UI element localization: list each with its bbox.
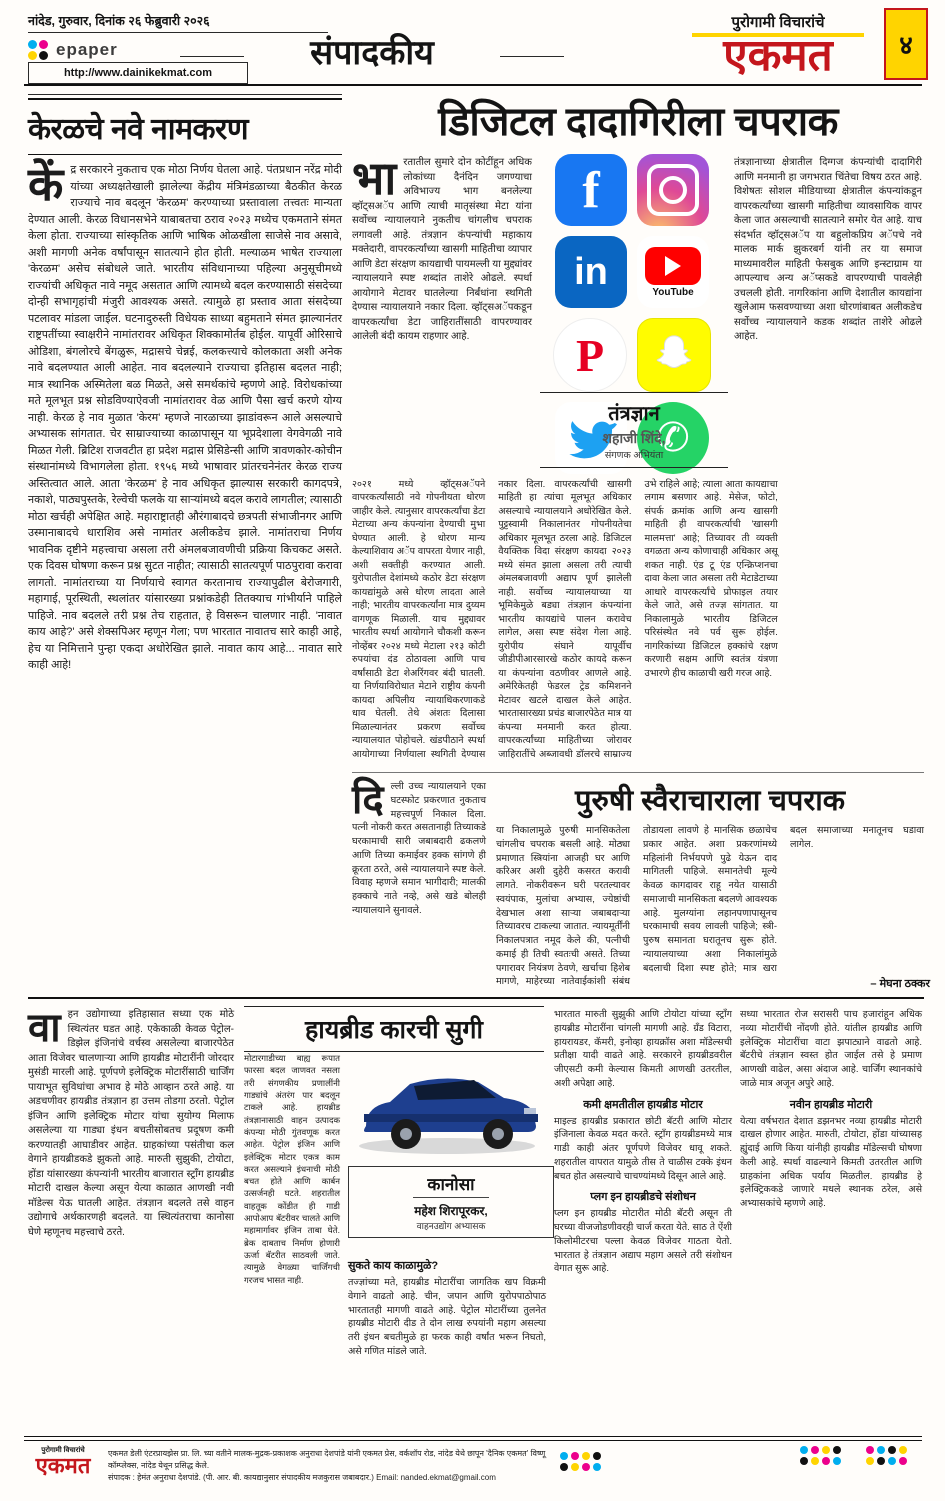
tantra-author: शहाजी शिंदे,	[602, 430, 666, 446]
header-bottom-rule	[24, 84, 922, 86]
digital-band: २०२१ मध्ये व्हॉट्सअॅपने वापरकर्त्यांसाठी नवे गोपनीयता धोरण जाहीर केले. त्यानुसार वापरकर्त्यांचा डेटा मेटाच्या अन्य कंपन्यांना देण्याची मुभा घेण्यात आली. हे धोरण मान्य केल्याशिवाय अॅप वापरता येणार नाही, अशी सक्तीही करण्यात आली. युरोपातील देशांमध्ये कठोर डेटा संरक्षण कायद्यांमुळे असे धोरण लादता आले नाही; भारतीय वापरकर्त्यांना मात्र दुय्यम वागणूक मिळाली. याच मुद्द्यावर भारतीय स्पर्धा आयोगाने चौकशी करून नोव्हेंबर २०२४ मध्ये मेटाला २१३ कोटी रुपयांचा दंड ठोठावला आणि पाच वर्षांसाठी डेटा शेअरिंगवर बंदी घातली. या निर्णयाविरोधात मेटाने राष्ट्रीय कंपनी कायदा अपिलीय न्यायाधिकरणाकडे धाव घेतली. तेथे अंशतः दिलासा मिळाल्यानंतर प्रकरण सर्वोच्च न्यायालयात पोहोचले. खंडपीठाने स्पर्धा आयोगाच्या निर्णयाला स्थगिती देण्यास नकार दिला. वापरकर्त्यांची खासगी माहिती हा त्यांचा मूलभूत अधिकार असल्याचे न्यायालयाने अधोरेखित केले. पुट्टस्वामी निकालानंतर गोपनीयतेचा अधिकार मूलभूत ठरला आहे. डिजिटल वैयक्तिक विदा संरक्षण कायदा २०२३ मध्ये संमत झाला असला तरी त्याची अंमलबजावणी अद्याप पूर्ण झालेली नाही. सर्वोच्च न्यायालयाच्या या भूमिकेमुळे बड्या तंत्रज्ञान कंपन्यांना भारतीय कायद्यांचे पालन करावेच लागेल, असा स्पष्ट संदेश गेला आहे. युरोपीय संघाने यापूर्वीच जीडीपीआरसारखे कठोर कायदे करून या कंपन्यांना वठणीवर आणले आहे. अमेरिकेतही फेडरल ट्रेड कमिशनने मेटावर खटले दाखल केले आहेत. भारतासारख्या प्रचंड बाजारपेठेत मात्र या कंपन्या मनमानी करत होत्या. वापरकर्त्यांच्या माहितीच्या जोरावर जाहिरातींचे अब्जावधी डॉलरचे साम्राज्य उभे राहिले आहे; त्याला आता कायद्याचा लगाम बसणार आहे. मेसेज, फोटो, संपर्क क्रमांक आणि अन्य खासगी माहिती ही वापरकर्त्याची 'खासगी मालमत्ता' आहे; तिच्यावर ती व्यक्ती वगळता अन्य कोणाचाही अधिकार असू शकत नाही. एंड टू एंड एन्क्रिप्शनचा दावा केला जात असला तरी मेटाडेटाच्या आधारे वापरकर्त्यांचे प्रोफाइल तयार केले जाते, असे तज्ज्ञ सांगतात. या निकालामुळे भारतीय डिजिटल परिसंस्थेत नवे पर्व सुरू होईल. नागरिकांच्या डिजिटल हक्कांचे रक्षण करणारी सक्षम आणि स्वतंत्र यंत्रणा उभारणे हीच काळाची खरी गरज आहे.	[352, 479, 778, 760]
purushi-body: या निकालामुळे पुरुषी मानसिकतेला चांगलीच चपराक बसली आहे. मोठ्या प्रमाणात स्त्रियांना आजही घर आणि करिअर अशी दुहेरी कसरत करावी लागते. नोकरीवरून घरी परतल्यावर स्वयंपाक, मुलांचा अभ्यास, ज्येष्ठांची देखभाल अशा साऱ्या जबाबदाऱ्या तिच्यावरच टाकल्या जातात. न्यायमूर्तींनी निकालपत्रात नमूद केले की, पत्नीची कमाई ही तिची स्वतःची असते. तिच्या पगारावर नियंत्रण ठेवणे, खर्चाचा हिशेब मागणे, माहेरच्या नातेवाईकांशी संबंध तोडायला लावणे हे मानसिक छळाचेच प्रकार आहेत. अशा प्रकरणांमध्ये महिलांनी निर्भयपणे पुढे येऊन दाद मागितली पाहिजे. समानतेची मूल्ये केवळ कागदावर राहू नयेत यासाठी समाजाची मानसिकता बदलणे आवश्यक आहे. मुलग्यांना लहानपणापासूनच घरकामाची सवय लावली पाहिजे; स्त्री-पुरुष समानता घरातूनच सुरू होते. न्यायालयाच्या अशा निकालांमुळे बदलाची दिशा स्पष्ट होते; मात्र खरा बदल समाजाच्या मनातूनच घडावा लागेल.	[496, 825, 924, 988]
hybrid-colB-p2: माइल्ड हायब्रीड प्रकारात छोटी बॅटरी आणि मोटार इंजिनाला केवळ मदत करते. स्ट्राँग हायब्रीडमध्ये मात्र गाडी काही अंतर पूर्णपणे विजेवर धावू शकते. शहरातील वापरात यामुळे तीस ते चाळीस टक्के इंधन बचत होत असल्याचे चाचण्यांमध्ये दिसून आले आहे.	[554, 1115, 732, 1182]
hybrid-colA: मोटारगाडीच्या बाह्य रूपात फारसा बदल जाणवत नसला तरी संगणकीय प्रणालींनी गाड्यांचे अंतरंग पार बदलून टाकले आहे. हायब्रीड तंत्रज्ञानासाठी वाहन उत्पादक कंपन्या मोठी गुंतवणूक करत आहेत. पेट्रोल इंजिन आणि इलेक्ट्रिक मोटार एकत्र काम करत असल्याने इंधनाची मोठी बचत होते आणि कार्बन उत्सर्जनही घटते. शहरातील वाहतूक कोंडीत ही गाडी आपोआप बॅटरीवर चालते आणि महामार्गावर इंजिन ताबा घेते. ब्रेक दाबताच निर्माण होणारी ऊर्जा बॅटरीत साठवली जाते. त्यामुळे वेगळ्या चार्जिंगची गरजच भासत नाही.	[244, 1053, 340, 1285]
date-line: नांदेड, गुरुवार, दिनांक २६ फेब्रुवारी २०२६	[28, 14, 210, 28]
hybrid-sub1-body: तज्ज्ञांच्या मते, हायब्रीड मोटारींचा जागतिक खप विक्रमी वेगाने वाढतो आहे. चीन, जपान आणि युरोपपाठोपाठ भारतातही मागणी वाढते आहे. पेट्रोल मोटारींच्या तुलनेत हायब्रीड मोटारी दीड ते दोन लाख रुपयांनी महाग असल्या तरी इंधन बचतीमुळे हा फरक काही वर्षांत भरून निघतो, असे गणित मांडले जाते.	[348, 1277, 546, 1357]
hybrid-sub1-heading: सुकते काय काळामुळे?	[348, 1260, 439, 1272]
instagram-icon	[637, 154, 709, 226]
hybrid-sub1-block	[348, 1252, 546, 1422]
linkedin-icon: in	[555, 236, 627, 308]
purushi-signature: – मेघना ठक्कर	[760, 976, 930, 991]
digital-col-right: तंत्रज्ञानाच्या क्षेत्रातील दिग्गज कंपन्यांची दादागिरी आणि मनमानी हा जगभरात चिंतेचा विषय ठरत आहे. विशेषतः सोशल मीडियाच्या क्षेत्रातील कंपन्यांकडून वापरकर्त्यांच्या खासगी माहितीचा व्यावसायिक वापर केला जात असल्याची सातत्याने समोर येत आहे. याच संदर्भात व्हॉट्सअॅप या बहुलोकप्रिय अॅपचे नवे मालक मार्क झुकरबर्ग यांनी तर या समाज माध्यमावरील माहिती फेसबुक आणि इन्स्टाग्राम या आपल्याच अन्य अॅप्सकडे वापरण्याची पावलेही उचलली होती. नागरिकांना आणि देशातील कायद्यांना खुलेआम फसवण्याच्या अशा धोरणांबाबत अलीकडेच सर्वोच्च न्यायालयाने कडक शब्दांत ताशेरे ओढले आहेत.	[734, 157, 922, 342]
snapchat-ghost	[651, 332, 697, 378]
cmyk-dots-footer-right2	[866, 1446, 907, 1465]
purushi-col1	[352, 780, 486, 992]
snapchat-icon	[637, 318, 711, 392]
cmyk-dots-footer-right1	[800, 1446, 841, 1465]
kerala-body: द्र सरकारने नुकताच एक मोठा निर्णय घेतला आहे. पंतप्रधान नरेंद्र मोदी यांच्या अध्यक्षतेखाली झालेल्या केंद्रीय मंत्रिमंडळाच्या बैठकीत केरळ राज्याचे नाव बदलून 'केरळम' करण्याच्या प्रस्तावाला तत्त्वतः मान्यता देण्यात आली. केरळ विधानसभेने याबाबतचा ठराव २०२३ मध्येच एकमताने संमत केला होता. राज्याच्या सांस्कृतिक आणि भाषिक ओळखीला साजेसे नाव असावे, अशी मागणी अनेक वर्षांपासून सातत्याने होत होती. मल्याळम भाषेत राज्याला 'केरळम' असेच संबोधले जाते. भारतीय संविधानाच्या पहिल्या अनुसूचीमध्ये राज्यांची अधिकृत नावे नमूद असतात आणि त्यामध्ये बदल करण्यासाठी संसदेच्या दोन्ही सभागृहांची मंजुरी आवश्यक असते. त्यामुळे हा प्रस्ताव आता संसदेच्या पटलावर मांडला जाईल. घटनादुरुस्ती विधेयक साध्या बहुमताने संमत झाल्यानंतर राष्ट्रपतींच्या स्वाक्षरीने नामांतरावर अधिकृत शिक्कामोर्तब होईल. यापूर्वी ओरिसाचे ओडिशा, बंगलोरचे बेंगळुरू, मद्रासचे चेन्नई, कलकत्त्याचे कोलकाता अशी अनेक नावे बदलण्यात आली आहेत. नाव बदलल्याने राज्याचा इतिहास बदलत नाही; मात्र स्थानिक अस्मितेला बळ मिळते, असे समर्थकांचे म्हणणे आहे. विरोधकांच्या मते मूलभूत प्रश्न सोडविण्याऐवजी नामांतरावर वेळ आणि पैसा खर्च करणे योग्य नाही. केरळ हे नाव मुळात 'केरम' म्हणजे नारळाच्या झाडांवरून आले असल्याचे अभ्यासक सांगतात. चेर साम्राज्याच्या काळापासून या भूप्रदेशाला वेगवेगळी नावे मिळत गेली. ब्रिटिश राजवटीत हा प्रदेश मद्रास प्रेसिडेन्सी आणि त्रावणकोर-कोचीन संस्थानांमध्ये विभागलेला होता. १९५६ मध्ये भाषावार प्रांतरचनेनंतर केरळ राज्य अस्तित्वात आले. आता 'केरळम' हे नाव अधिकृत झाल्यास सरकारी कागदपत्रे, नकाशे, पाठ्यपुस्तके, रेल्वेची फलके या साऱ्यांमध्ये बदल करावे लागतील; त्यासाठी मोठा खर्चही अपेक्षित आहे. महाराष्ट्रातही औरंगाबादचे छत्रपती संभाजीनगर आणि उस्मानाबादचे धाराशिव असे नामांतर अलीकडेच झाले. नामांतराचा निर्णय भावनिक दृष्टीने महत्त्वाचा असला तरी अंमलबजावणीची प्रक्रिया किचकट असते. एक दिवस घोषणा करून प्रश्न सुटत नाहीत; त्यासाठी सातत्यपूर्ण पाठपुरावा करावा लागतो. नामांतराच्या या निर्णयाचे स्वागत करतानाच राज्यापुढील बेरोजगारी, महागाई, पूरस्थिती, स्थलांतर यांसारख्या प्रश्नांकडेही तितक्याच गांभीर्याने पाहिले पाहिजे. नाव बदलले तरी प्रश्न तेच राहतात, हे विसरून चालणार नाही. 'नावात काय आहे?' असे शेक्सपिअर म्हणून गेला; पण भारतात नावातच सारे काही आहे, हेच या निमित्ताने पुन्हा एकदा अधोरेखित झाले. नावात काय आहे... नावात सारे काही आहे!	[28, 164, 342, 671]
purushi-dropcap: दि	[352, 778, 384, 822]
kanosa-role: वाहनउद्योग अभ्यासक	[416, 1221, 486, 1231]
kerala-headline: केरळचे नवे नामकरण	[28, 113, 249, 146]
kanosa-box	[348, 1166, 554, 1238]
hybrid-colC	[740, 1008, 922, 1424]
cmyk-dots-footer-left	[560, 1452, 601, 1471]
footer-imprint	[108, 1448, 548, 1484]
kanosa-title: कानोसा	[413, 1172, 488, 1198]
digital-headline: डिजिटल दादागिरीला चपराक	[438, 100, 838, 144]
purushi-headline: पुरुषी स्वैराचाराला चपराक	[575, 785, 845, 817]
footer-line2: संपादक : हेमंत अनुराधा देशपांडे. (पी. आर. बी. कायद्यानुसार संपादकीय मजकुरास जबाबदार.) Email: nanded.ekmat@gmail.com	[108, 1473, 496, 1482]
tantra-title: तंत्रज्ञान	[608, 403, 660, 425]
digital-col-left	[352, 152, 532, 466]
hybrid-colB-p1: भारतात मारुती सुझुकी आणि टोयोटा यांच्या स्ट्राँग हायब्रीड मोटारींना चांगली मागणी आहे. ग्रँड विटारा, हायरायडर, कॅमरी, इनोव्हा हायक्रॉस अशा मॉडेल्सची प्रतीक्षा यादी वाढते आहे. सरकारने हायब्रीडवरील जीएसटी कमी केल्यास किमती आणखी उतरतील, अशी अपेक्षा आहे.	[554, 1009, 732, 1089]
epaper-url[interactable]: http://www.dainikekmat.com	[28, 62, 248, 84]
youtube-icon	[637, 236, 709, 308]
epaper-label: epaper	[56, 40, 118, 59]
car-photo	[348, 1048, 546, 1160]
purushi-col1-text: ल्ली उच्च न्यायालयाने एका घटस्फोट प्रकरणात नुकताच महत्त्वपूर्ण निकाल दिला. पत्नी नोकरी करत असतानाही तिच्याकडे घरकामाची सारी जबाबदारी ढकलणे आणि तिच्या कमाईवर हक्क सांगणे ही क्रूरता ठरते, असे न्यायालयाने स्पष्ट केले. विवाह म्हणजे समान भागीदारी; मालकी हक्काचे नाते नव्हे, असे खडे बोलही न्यायालयाने सुनावले.	[352, 781, 486, 916]
article-kerala	[28, 94, 342, 990]
hybrid-colB-h1: कमी क्षमतीतील हायब्रीड मोटार	[583, 1098, 703, 1111]
footer-line1: एकमत डेली एंटरप्रायझेस प्रा. लि. च्या वतीने मालक-मुद्रक-प्रकाशक अनुराधा देशपांडे यांनी एकमत प्रेस, वर्कशॉप रोड, नांदेड येथे छापून 'दैनिक एकमत' विष्णू कॉम्प्लेक्स, नांदेड येथून प्रसिद्ध केले.	[108, 1449, 546, 1470]
footer-logo	[28, 1446, 98, 1477]
hybrid-colB-h2: प्लग इन हायब्रीडचे संशोधन	[590, 1191, 696, 1204]
pinterest-icon: P	[553, 318, 627, 392]
hybrid-colC-p2: येत्या वर्षभरात देशात डझनभर नव्या हायब्रीड मोटारी दाखल होणार आहेत. मारुती, टोयोटा, होंडा यांच्यासह ह्युंदाई आणि किया यांनीही हायब्रीड मॉडेल्सची घोषणा केली आहे. स्पर्धा वाढल्याने किमती उतरतील आणि ग्राहकांना अधिक पर्याय मिळतील. हायब्रीड हे इलेक्ट्रिककडे जाणारे मधले स्थानक ठरेल, असे अभ्यासकांचे म्हणणे आहे.	[740, 1115, 922, 1210]
footer-masthead: एकमत	[35, 1453, 91, 1478]
hybrid-colC-h1: नवीन हायब्रीड मोटारी	[789, 1098, 873, 1111]
title-rule-right	[500, 56, 564, 57]
title-rule-left	[180, 56, 244, 57]
tantra-role: संगणक अभियंता	[604, 450, 664, 461]
page-number: ४	[884, 8, 928, 80]
digital-dropcap: भा	[352, 152, 397, 204]
va-article	[28, 1008, 234, 1424]
whatsapp-icon: ✆	[637, 402, 709, 474]
kerala-top-rule	[28, 94, 342, 95]
kanosa-author: महेश शिरापूरकर,	[414, 1204, 488, 1218]
hybrid-headline: हायब्रीड कारची सुगी	[244, 1006, 544, 1052]
va-body: हन उद्योगाच्या इतिहासात सध्या एक मोठे स्थित्यंतर घडत आहे. एकेकाळी केवळ पेट्रोल-डिझेल इंजिनांचे वर्चस्व असलेल्या बाजारपेठेत आता विजेवर चालणाऱ्या आणि हायब्रीड मोटारींनी जोरदार मुसंडी मारली आहे. पूर्णपणे इलेक्ट्रिक मोटारींसाठी चार्जिंग पायाभूत सुविधांचा अभाव हे मोठे आव्हान ठरते आहे. या अडचणीवर हायब्रीड तंत्रज्ञान हा उत्तम तोडगा ठरतो. पेट्रोल इंजिन आणि इलेक्ट्रिक मोटार यांचा सुयोग्य मिलाफ असलेल्या या गाड्या इंधन बचतीसोबतच प्रदूषण कमी करण्यातही आघाडीवर आहेत. ग्राहकांच्या पसंतीचा कल वेगाने हायब्रीडकडे झुकतो आहे. मारुती सुझुकी, टोयोटा, होंडा यांसारख्या कंपन्यांनी भारतीय बाजारात स्ट्राँग हायब्रीड मोटारी दाखल केल्या असून येत्या काळात आणखी नवी मॉडेल्स येऊ घातली आहेत. तंत्रज्ञान बदलते तसे वाहन उद्योगाचे अर्थकारणही बदलते. या स्थित्यंतराचा कानोसा घेणे म्हणूनच महत्त्वाचे ठरते.	[28, 1009, 234, 1238]
hybrid-colB	[554, 1008, 732, 1424]
tantra-box	[540, 392, 728, 468]
hybrid-colC-p1: सध्या भारतात रोज सरासरी पाच हजारांहून अधिक नव्या मोटारींची नोंदणी होते. यांतील हायब्रीड आणि इलेक्ट्रिक मोटारींचा वाटा झपाट्याने वाढतो आहे. बॅटरीचे तंत्रज्ञान स्वस्त होत जाईल तसे हे प्रमाण आणखी वाढेल, असा अंदाज आहे. चार्जिंग स्थानकांचे जाळे मात्र अजून अपुरे आहे.	[740, 1009, 922, 1089]
divider	[352, 772, 924, 773]
youtube-label: YouTube	[652, 286, 694, 298]
footer-tagline: पुरोगामी विचारांचे	[41, 1447, 85, 1454]
cmyk-dots-icon	[28, 40, 48, 60]
facebook-icon: f	[555, 154, 627, 226]
va-dropcap: वा	[28, 1006, 61, 1050]
kerala-dropcap: कें	[28, 158, 64, 210]
masthead-tagline: पुरोगामी विचारांचे	[692, 12, 864, 37]
mid-rule	[28, 997, 924, 999]
footer-rule	[24, 1436, 922, 1441]
digital-col-left-text: रतातील सुमारे दोन कोटींहून अधिक लोकांच्या दैनंदिन जगण्याचा अविभाज्य भाग बनलेल्या व्हॉट्सअॅप आणि त्याची मातृसंस्था मेटा यांना सर्वोच्च न्यायालयाने नुकतीच चांगलीच चपराक लगावली आहे. तंत्रज्ञान कंपन्यांची महाकाय मक्तेदारी, वापरकर्त्यांच्या खासगी माहितीचा व्यापार आणि डेटा संरक्षण कायद्याची पायमल्ली या मुद्द्यांवर न्यायालयाने स्पष्ट शब्दांत ताशेरे ओढले. स्पर्धा आयोगाने मेटावर घातलेल्या निर्बंधांना स्थगिती देण्यास न्यायालयाने नकार दिला. व्हॉट्सअॅपकडून वापरकर्त्यांचा डेटा जाहिरातींसाठी वापरण्यावर आलेली बंदी कायम राहणार आहे.	[352, 157, 532, 342]
section-title: संपादकीय	[310, 34, 434, 72]
masthead-title: एकमत	[723, 31, 833, 80]
hybrid-colB-p3: प्लग इन हायब्रीड मोटारीत मोठी बॅटरी असून ती घरच्या वीजजोडणीवरही चार्ज करता येते. साठ ते ऐंशी किलोमीटरचा पल्ला केवळ विजेवर गाठता येतो. भारतात हे तंत्रज्ञान अद्याप महाग असले तरी संशोधन वेगात सुरू आहे.	[554, 1208, 732, 1275]
